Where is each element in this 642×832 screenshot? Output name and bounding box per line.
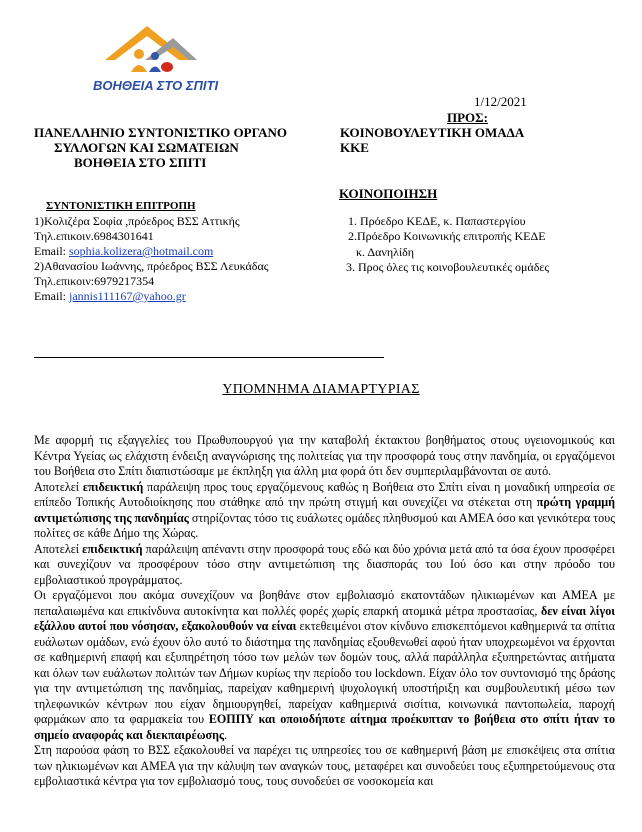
paragraph-5: Στη παρούσα φάση το ΒΣΣ εξακολουθεί να παρέχει τις υπηρεσίες του σε καθημερινή βάση με επισκέψεις στα σπίτια των ηλικιωμένων και ΑΜΕΑ για την κάλυψη των αναγκών τους, μεταφέρει και συνοδεύει τους εξυπηρετούμενους στα εμβολιαστικά κέντρα για τον εμβολιασμό τους, τους συνοδεύει σε νοσοκομεία και: [34, 743, 615, 788]
document-title: ΥΠΟΜΝΗΜΑ ΔΙΑΜΑΡΤΥΡΙΑΣ: [222, 382, 420, 397]
text-span: .: [224, 727, 228, 742]
contact-1-email-row: [34, 244, 334, 259]
email-label: Email:: [34, 289, 69, 303]
document-body: [34, 433, 615, 790]
committee-heading: ΣΥΝΤΟΝΙΣΤΙΚΗ ΕΠΙΤΡΟΠΗ: [46, 200, 196, 212]
koin-item-3: 3. Προς όλες τις κοινοβουλευτικές ομάδες: [346, 259, 550, 274]
sender-organization: [34, 125, 304, 170]
koin-item-2-cont: κ. Δανηλίδη: [356, 244, 415, 259]
paragraph-3: [34, 542, 615, 589]
email-label: Email:: [34, 244, 69, 258]
contact-1-email-link[interactable]: sophia.kolizera@hotmail.com: [69, 244, 214, 258]
recipient: [340, 125, 524, 155]
org-line-1: ΠΑΝΕΛΛΗΝΙΟ ΣΥΝΤΟΝΙΣΤΙΚΟ ΟΡΓΑΝΟ: [34, 125, 288, 140]
bold-span: ΕΟΠΠΥ και οποιοδήποτε αίτημα προέκυπταν το βοήθεια στο σπίτι ήταν το σημείο αναφοράς και διεκπαιρέωσης: [34, 712, 616, 742]
paragraph-2: [34, 480, 615, 542]
bold-span: επιδεικτική: [82, 541, 143, 556]
paragraph-1: Με αφορμή τις εξαγγελίες του Πρωθυπουργού για την καταβολή έκτακτου βοηθήματος στους υγειονομικούς και Κέντρα Υγείας ως ελάχιστη ένδειξη αναγνώρισης της πολιτείας για την προσφορά τους στην πανδημία, οι εργαζόμενοι του Βοήθεια στο Σπίτι διαπιστώσαμε με έκπληξη για άλλη μια φορά ότι δεν συμπεριλαμβάνονται σε αυτό.: [34, 433, 615, 478]
text-span: παράλειψη προς τους εργαζόμενους καθώς η Βοήθεια στο Σπίτι είναι η μοναδική υπηρεσία σε επίπεδο Τοπικής Αυτοδιοίκησης που στάθηκε από την πρώτη στιγμή και συνεχίζει να στέκεται στη: [34, 479, 615, 509]
recipient-line-2: ΚΚΕ: [340, 140, 369, 155]
koinopoiisi-list: [346, 214, 626, 275]
text-span: Αποτελεί: [34, 479, 83, 494]
bold-span: πρώτη γραμμή αντιμετώπισης της πανδημίας: [34, 495, 615, 525]
contact-1-name: 1)Κολιζέρα Σοφία ,πρόεδρος ΒΣΣ Αττικής: [34, 214, 240, 228]
contact-2-email-link[interactable]: jannis111167@yahoo.gr: [69, 289, 186, 303]
divider-line: [34, 357, 384, 358]
letter-date: 1/12/2021: [474, 94, 527, 109]
org-line-3: ΒΟΗΘΕΙΑ ΣΤΟ ΣΠΙΤΙ: [74, 155, 207, 170]
text-span: εκτεθειμένοι στον κίνδυνο επισκεπτόμενοι καθημερινά τα σπίτια ευάλωτων ομάδων, ενώ έχουν όλο αυτό το διάστημα της πανδημίας εξουθενωθεί αφού ήταν υποχρεωμένοι να έρχονται σε καθημερινή επαφή και εξυπηρέτηση τόσο των μελών των δομών τους, αλλά παράλληλα εξυπηρετώντας αιτήματα και όλων των ευάλωτων πολιτών των Δήμων κυρίως την περίοδο του lockdown. Είχαν όλο τον συντονισμό της δράσης για την αντιμετώπιση της πανδημίας, παρείχαν καθημερινή ψυχολογική υποστήριξη και συμβουλευτική μέσω των τηλεφωνικών κέντρων που είχαν δημιουργηθεί, παρείχαν καθημερινά σισίτια, κοινωνικά παντοπωλεία, παροχή φαρμάκων απο τα φαρμακεία του: [34, 619, 615, 726]
to-label: ΠΡΟΣ:: [447, 110, 488, 125]
organization-logo: [75, 20, 265, 102]
paragraph-4: [34, 588, 615, 743]
koin-item-2: 2.Πρόεδρο Κοινωνικής επιτροπής ΚΕΔΕ: [348, 229, 546, 244]
contact-2-name: 2)Αθανασίου Ιωάννης, πρόεδρος ΒΣΣ Λευκάδας: [34, 259, 269, 273]
bold-span: δεν είναι λίγοι εξάλλου αυτοί που νόσησαν, εξακολουθούν να είναι: [34, 603, 616, 633]
bold-span: επιδεικτική: [82, 479, 144, 494]
logo-text: ΒΟΗΘΕΙΑ ΣΤΟ ΣΠΙΤΙ: [93, 78, 219, 93]
contact-block: [34, 214, 334, 304]
recipient-line-1: ΚΟΙΝΟΒΟΥΛΕΥΤΙΚΗ ΟΜΑΔΑ: [340, 125, 525, 140]
text-span: στηρίζοντας τόσο τις ευάλωτες ομάδες πληθυσμού και ΑΜΕΑ όσο και γενικότερα τους πολίτες σε κάθε Δήμο της Χώρας.: [34, 510, 615, 540]
text-span: παράλειψη απέναντι στην προσφορά τους εδώ και δύο χρόνια μετά από τα όσα έχουν προσφέρει και συνεχίζουν να προσφέρουν τόσο στην αντιμετώπιση της διασποράς του Ιού όσο και στην πρόοδο του εμβολιαστικού προγράμματος.: [34, 541, 615, 587]
org-line-2: ΣΥΛΛΟΓΩΝ ΚΑΙ ΣΩΜΑΤΕΙΩΝ: [54, 140, 239, 155]
koin-item-1: 1. Πρόεδρο ΚΕΔΕ, κ. Παπαστεργίου: [348, 214, 526, 228]
contact-1-phone: Τηλ.επικοιν.6984301641: [34, 229, 154, 243]
text-span: Αποτελεί: [34, 541, 83, 556]
text-span: Οι εργαζόμενοι που ακόμα συνεχίζουν να βοηθάνε στον εμβολιασμό εκατοντάδων ηλικιωμένων και ΑΜΕΑ με πεπαλαιωμένα και επικίνδυνα αυτοκίνητα και πολλές φορές χωρίς επαρκή ατομικά μέτρα προστασίας,: [34, 588, 615, 618]
contact-2-phone: Τηλ.επικοιν:6979217354: [34, 274, 155, 288]
house-logo-icon: [75, 20, 265, 102]
koinopoiisi-heading: ΚΟΙΝΟΠΟΙΗΣΗ: [339, 186, 438, 201]
contact-2-email-row: [34, 289, 334, 304]
